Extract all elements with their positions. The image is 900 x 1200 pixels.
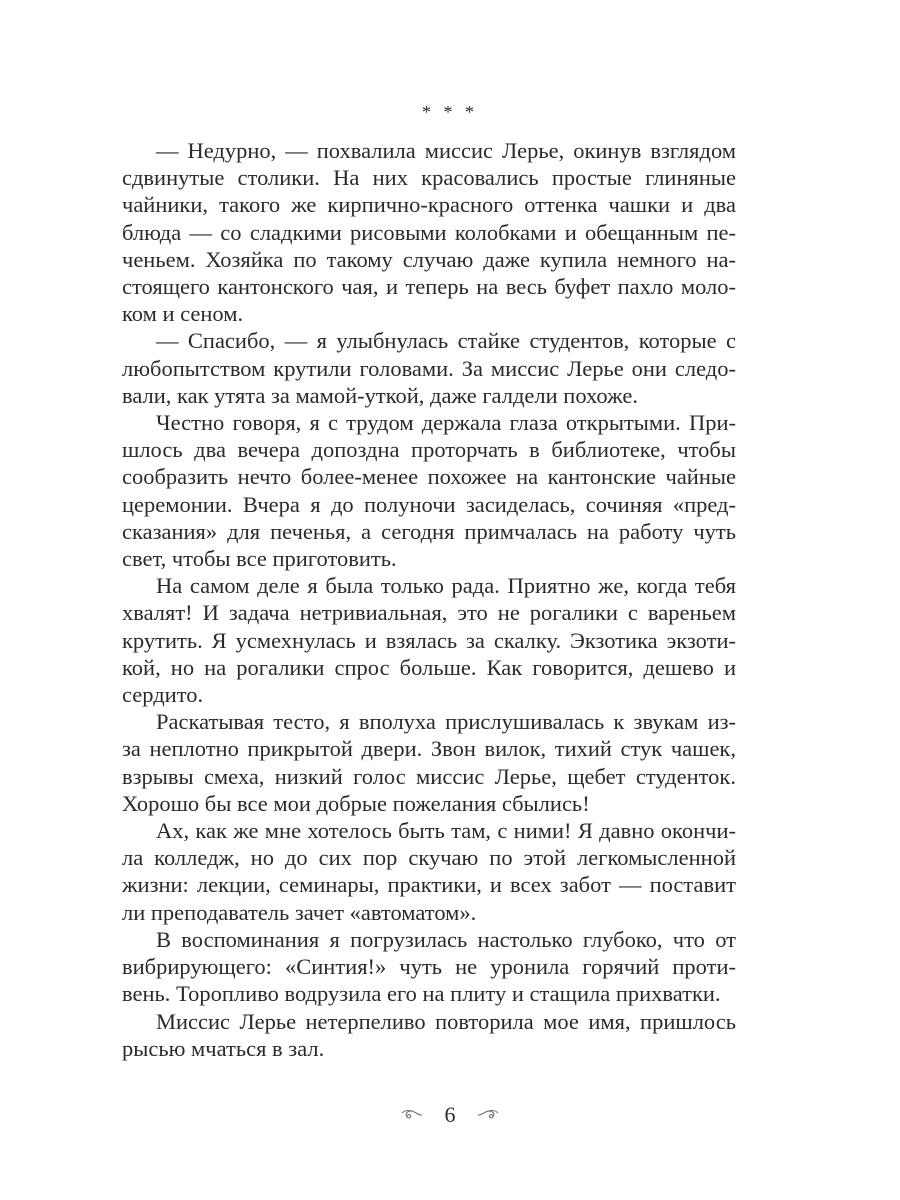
text-line: ли преподаватель зачет «автоматом». [122,899,477,925]
text-line: блюда — со сладкими рисовыми колобками и обещанным пе- [122,219,736,245]
paragraph [122,409,736,572]
text-line: — Спасибо, — я улыбнулась стайке студентов, которые с [156,328,736,354]
text-line: Честно говоря, я с трудом держала глаза открытыми. При- [156,410,736,436]
text-line: сердито. [122,682,204,708]
text-line: На самом деле я была только рада. Приятно же, когда тебя [156,573,736,599]
text-line: жизни: лекции, семинары, практики, и всех забот — поставит [122,872,736,898]
text-line: кой, но на рогалики спрос больше. Как говорится, дешево и [122,654,736,680]
text-line: ла колледж, но до сих пор скучаю по этой легкомысленной [122,845,736,871]
text-line: вибрирующего: «Синтия!» чуть не уронила горячий проти- [122,954,736,980]
page-number: 6 [444,1101,456,1127]
flourish-right-icon [477,1109,499,1121]
text-line: Хорошо бы все мои добрые пожелания сбылись! [122,790,590,816]
paragraph [122,137,736,327]
text-line: сообразить нечто более-менее похожее на кантонские чайные [122,464,736,490]
text-line: ченьем. Хозяйка по такому случаю даже купила немного на- [122,246,736,272]
text-line: Ах, как же мне хотелось быть там, с ними! Я давно окончи- [156,818,736,844]
text-line: рысью мчаться в зал. [122,1035,325,1061]
text-line: свет, чтобы все приготовить. [122,546,397,572]
text-line: ком и сеном. [122,301,244,327]
paragraph [122,708,736,817]
text-line: Раскатывая тесто, я вполуха прислушивалась к звукам из- [156,709,736,735]
text-line: взрывы смеха, низкий голос миссис Лерье, щебет студенток. [122,763,736,789]
text-line: Миссис Лерье нетерпеливо повторила мое имя, пришлось [156,1008,736,1034]
text-line: — Недурно, — похвалила миссис Лерье, окинув взглядом [156,138,736,163]
text-line: вали, как утята за мамой-уткой, даже галдели похоже. [122,382,638,408]
text-line: В воспоминания я погрузилась настолько глубоко, что от [156,926,736,952]
text-line: шлось два вечера допоздна проторчать в библиотеке, чтобы [122,437,736,463]
text-line: сдвинутые столики. На них красовались простые глиняные [122,165,736,191]
flourish-left-icon [401,1109,423,1121]
text-line: чайники, такого же кирпично-красного оттенка чашки и два [122,192,736,218]
page-footer [0,1100,900,1128]
text-line: сказания» для печенья, а сегодня примчалась на работу чуть [122,518,736,544]
text-line: крутить. Я усмехнулась и взялась за скалку. Экзотика экзоти- [122,627,736,653]
text-line: любопытством крутили головами. За миссис Лерье они следо- [122,355,736,381]
text-line: за неплотно прикрытой двери. Звон вилок, тихий стук чашек, [122,736,736,762]
paragraph [122,817,736,926]
paragraph [122,572,736,708]
text-line: церемонии. Вчера я до полуночи засиделась, сочиняя «пред- [122,491,736,517]
paragraph [122,926,736,1008]
text-line: стоящего кантонского чая, и теперь на весь буфет пахло моло- [122,274,736,300]
text-line: вень. Торопливо водрузила его на плиту и стащила прихватки. [122,981,721,1007]
paragraph [122,327,736,409]
body-text [122,137,736,1062]
text-line: хвалят! И задача нетривиальная, это не рогалики с вареньем [122,600,736,626]
paragraph [122,1008,736,1062]
section-separator: * * * [422,102,478,122]
